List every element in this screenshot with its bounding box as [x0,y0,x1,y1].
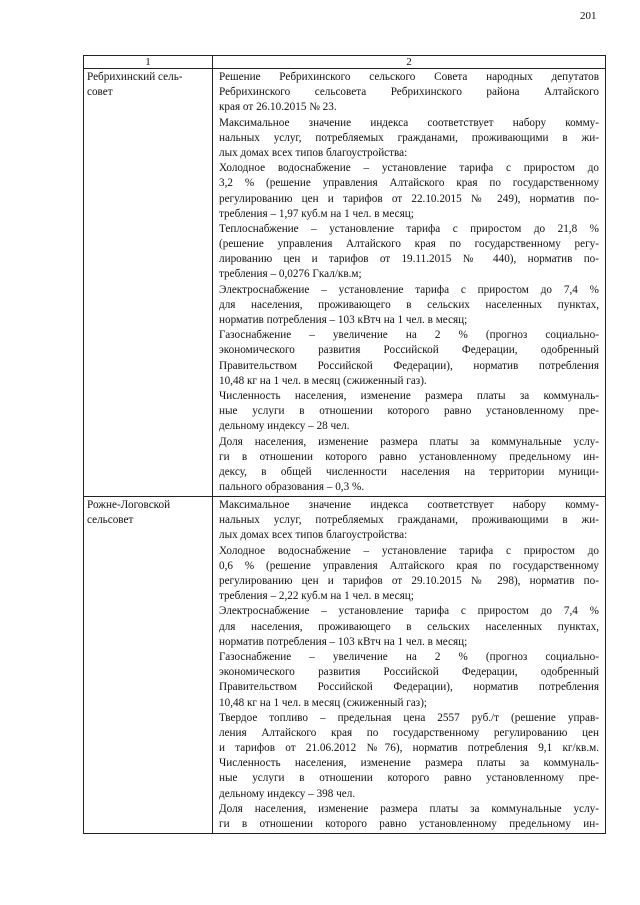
text-line: Твердое топливо – предельная цена 2557 руб./т (решение управ- [219,711,599,724]
text-line: Правительством Российской Федерации), норматив потребления [219,359,599,372]
text-line: Максимальное значение индекса соответствует набору комму- [219,499,599,512]
text-line: Ребрихинского сельсовета Ребрихинского района Алтайского [219,86,599,99]
region-name-cell [84,497,213,834]
text-line: Доля населения, изменение размера платы за коммунальные услу- [219,435,599,448]
text-line: регулированию цен и тарифов от 29.10.2015 № 298), норматив по- [219,575,599,587]
text-line: (решение управления Алтайского края по государственному регу- [219,238,599,251]
text-line: дельному индексу – 398 чел. [219,787,356,800]
text-line: лированию цен и тарифов от 19.11.2015 № 440), норматив по- [219,253,599,266]
text-line: Решение Ребрихинского сельского Совета народных депутатов [219,71,599,83]
text-line: норматив потребления – 103 кВтч на 1 чел. в месяц; [219,314,468,326]
text-line: Доля населения, изменение размера платы за коммунальные услу- [219,802,599,815]
text-line: Газоснабжение – увеличение на 2 % (прогноз социально- [219,329,599,342]
text-line: Правительством Российской Федерации), норматив потребления [219,681,599,694]
text-line: 10,48 кг на 1 чел. в месяц (сжиженный газ); [219,696,428,709]
region-name: Ребрихинский сель- совет [87,71,183,99]
text-line: Холодное водоснабжение – установление тарифа с приростом до [219,162,599,175]
text-line: экономического развития Российской Федерации, одобренный [219,344,599,357]
text-line: лых домах всех типов благоустройства: [219,146,408,159]
text-line: для населения, проживающего в сельских населенных пунктах, [219,620,599,633]
text-line: Газоснабжение – увеличение на 2 % (прогноз социально- [219,650,599,663]
table-row [84,69,606,497]
text-line: ные услуги в отношении которого равно установленному пре- [219,772,599,785]
text-line: Электроснабжение – установление тарифа с приростом до 7,4 % [219,605,599,618]
table-row [84,497,606,834]
region-name-cell [84,69,213,497]
text-line: Максимальное значение индекса соответствует набору комму- [219,116,599,129]
region-name: Рожне-Логовской сельсовет [87,499,171,527]
text-line: норматив потребления – 103 кВтч на 1 чел. в месяц; [219,635,468,648]
text-line: 0,6 % (решение управления Алтайского края по государственному [219,559,599,572]
text-line: регулированию цен и тарифов от 22.10.2015 № 249), норматив по- [219,192,599,205]
text-line: требления – 0,0276 Гкал/кв.м; [219,268,362,281]
text-line: Численность населения, изменение размера платы за коммуналь- [219,389,599,402]
text-line: Холодное водоснабжение – установление тарифа с приростом до [219,544,599,557]
text-line: 3,2 % (решение управления Алтайского края по государственному [219,177,599,190]
text-line: ги в отношении которого равно установленному предельному ин- [219,818,599,830]
text-line: дексу, в общей численности населения на территории муници- [219,465,599,478]
text-line: лых домах всех типов благоустройства: [219,529,408,542]
text-line: нальных услуг, потребляемых гражданами, проживающими в жи- [219,131,599,144]
column-header-1: 1 [84,56,213,69]
text-line: Электроснабжение – установление тарифа с приростом до 7,4 % [219,283,599,296]
table-header-row [84,56,606,69]
region-description-cell [213,69,606,497]
page-number: 201 [580,10,597,22]
text-line: требления – 2,22 куб.м на 1 чел. в месяц; [219,590,414,603]
text-line: ления Алтайского края по государственному регулированию цен [219,726,599,739]
text-line: Теплоснабжение – установление тарифа с приростом до 21,8 % [219,222,599,235]
text-line: для населения, проживающего в сельских населенных пунктах, [219,298,599,311]
text-line: ги в отношении которого равно установленному предельному ин- [219,450,599,463]
text-line: требления – 1,97 куб.м на 1 чел. в месяц; [219,207,414,220]
column-header-2: 2 [213,56,606,69]
text-line: экономического развития Российской Федерации, одобренный [219,666,599,679]
text-line: ные услуги в отношении которого равно установленному пре- [219,405,599,418]
table-body [84,56,606,834]
text-line: дельному индексу – 28 чел. [219,420,350,433]
text-line: нальных услуг, потребляемых гражданами, проживающими в жи- [219,514,599,527]
text-line: 10,48 кг на 1 чел. в месяц (сжиженный газ). [219,374,427,387]
document-table [83,55,606,834]
text-line: и тарифов от 21.06.2012 №76), норматив потребления 9,1 кг/кв.м. [219,742,599,755]
region-description-cell [213,497,606,834]
text-line: края от 26.10.2015 № 23. [219,101,337,114]
text-line: пального образования – 0,3 %. [219,481,365,494]
text-line: Численность населения, изменение размера платы за коммуналь- [219,757,599,770]
